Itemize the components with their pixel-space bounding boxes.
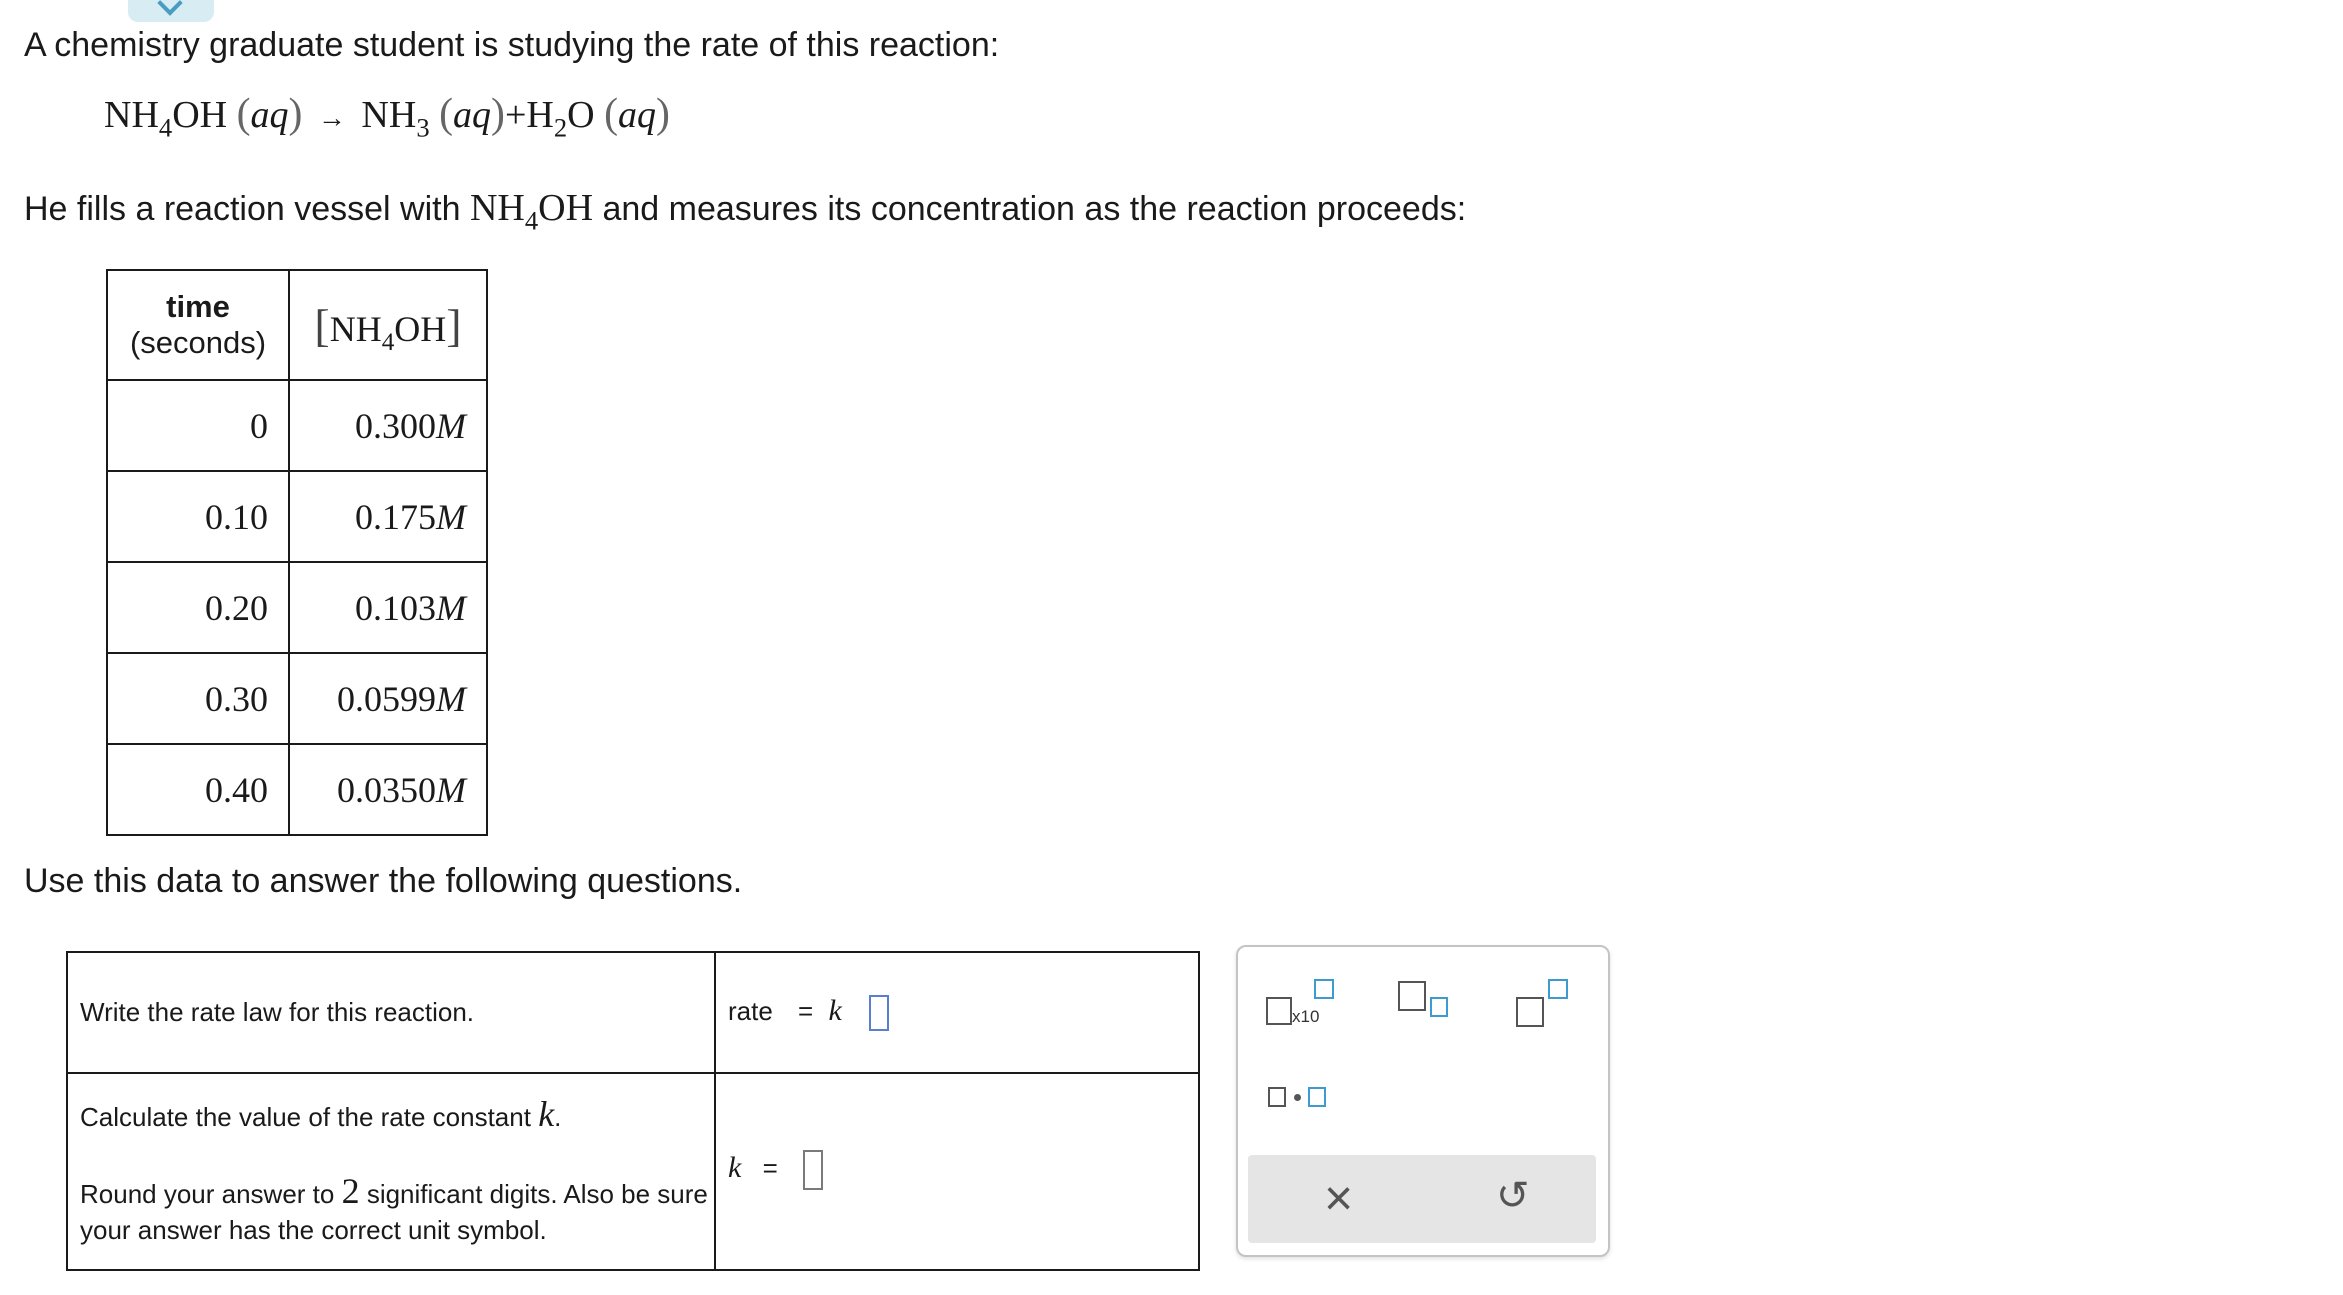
conc-cell: 0.0350M [289,744,487,835]
q1-answer-cell: rate = k [715,952,1199,1073]
scientific-notation-button[interactable]: x10 [1266,977,1336,1029]
box-icon [1308,1087,1326,1107]
table-row [107,744,487,835]
time-cell: 0.30 [107,653,289,744]
conc-cell: 0.300M [289,380,487,471]
vessel-sentence: He fills a reaction vessel with $NH_4OH$ and measures its concentration as the reaction proceeds: [24,187,1467,236]
dot-icon [1294,1094,1301,1101]
rate-label: rate [728,995,773,1026]
table-row [107,562,487,653]
rate-law-input[interactable] [869,995,889,1031]
concentration-table [106,269,488,836]
box-icon [1516,997,1544,1027]
undo-icon[interactable]: ↺ [1496,1173,1530,1219]
chevron-down-icon [157,0,182,16]
questions-table [66,951,1200,1271]
conc-cell: 0.0599M [289,653,487,744]
multiply-dot-button[interactable] [1268,1083,1330,1113]
box-icon [1266,997,1292,1025]
q1-prompt: Write the rate law for this reaction. [67,952,715,1073]
table-row [107,471,487,562]
superscript-button[interactable] [1516,977,1572,1029]
clear-icon[interactable]: × [1324,1170,1354,1226]
rate-constant-input[interactable] [803,1150,823,1190]
box-icon [1268,1087,1286,1107]
table-row [107,653,487,744]
table-row [107,380,487,471]
collapse-tab[interactable] [128,0,214,22]
math-toolbox [1236,945,1610,1257]
superscript-box-icon [1548,979,1568,999]
time-cell: 0.10 [107,471,289,562]
q2-prompt: Calculate the value of the rate constant k. Round your answer to 2 significant digits. Also be sure your answer has the correct unit symbol. [67,1073,715,1270]
header-time: time (seconds) [107,270,289,380]
conc-cell: 0.175M [289,471,487,562]
reaction-equation: $NH_4OH$ $(aq) \to NH_3$ $(aq)+H_2O$ (aq) [104,91,670,143]
toolbox-actions [1248,1155,1596,1243]
intro-sentence: A chemistry graduate student is studying the rate of this reaction: [24,26,1000,64]
subscript-box-icon [1430,997,1448,1017]
time-cell: 0 [107,380,289,471]
subscript-button[interactable] [1398,981,1452,1029]
time-cell: 0.40 [107,744,289,835]
box-icon [1398,981,1426,1011]
q2-answer-cell: k = [715,1073,1199,1270]
time-cell: 0.20 [107,562,289,653]
exponent-box-icon [1314,979,1334,999]
conc-cell: 0.103M [289,562,487,653]
instruction-text: Use this data to answer the following questions. [24,862,743,900]
header-concentration: $[NH_4OH]$ [289,270,487,380]
